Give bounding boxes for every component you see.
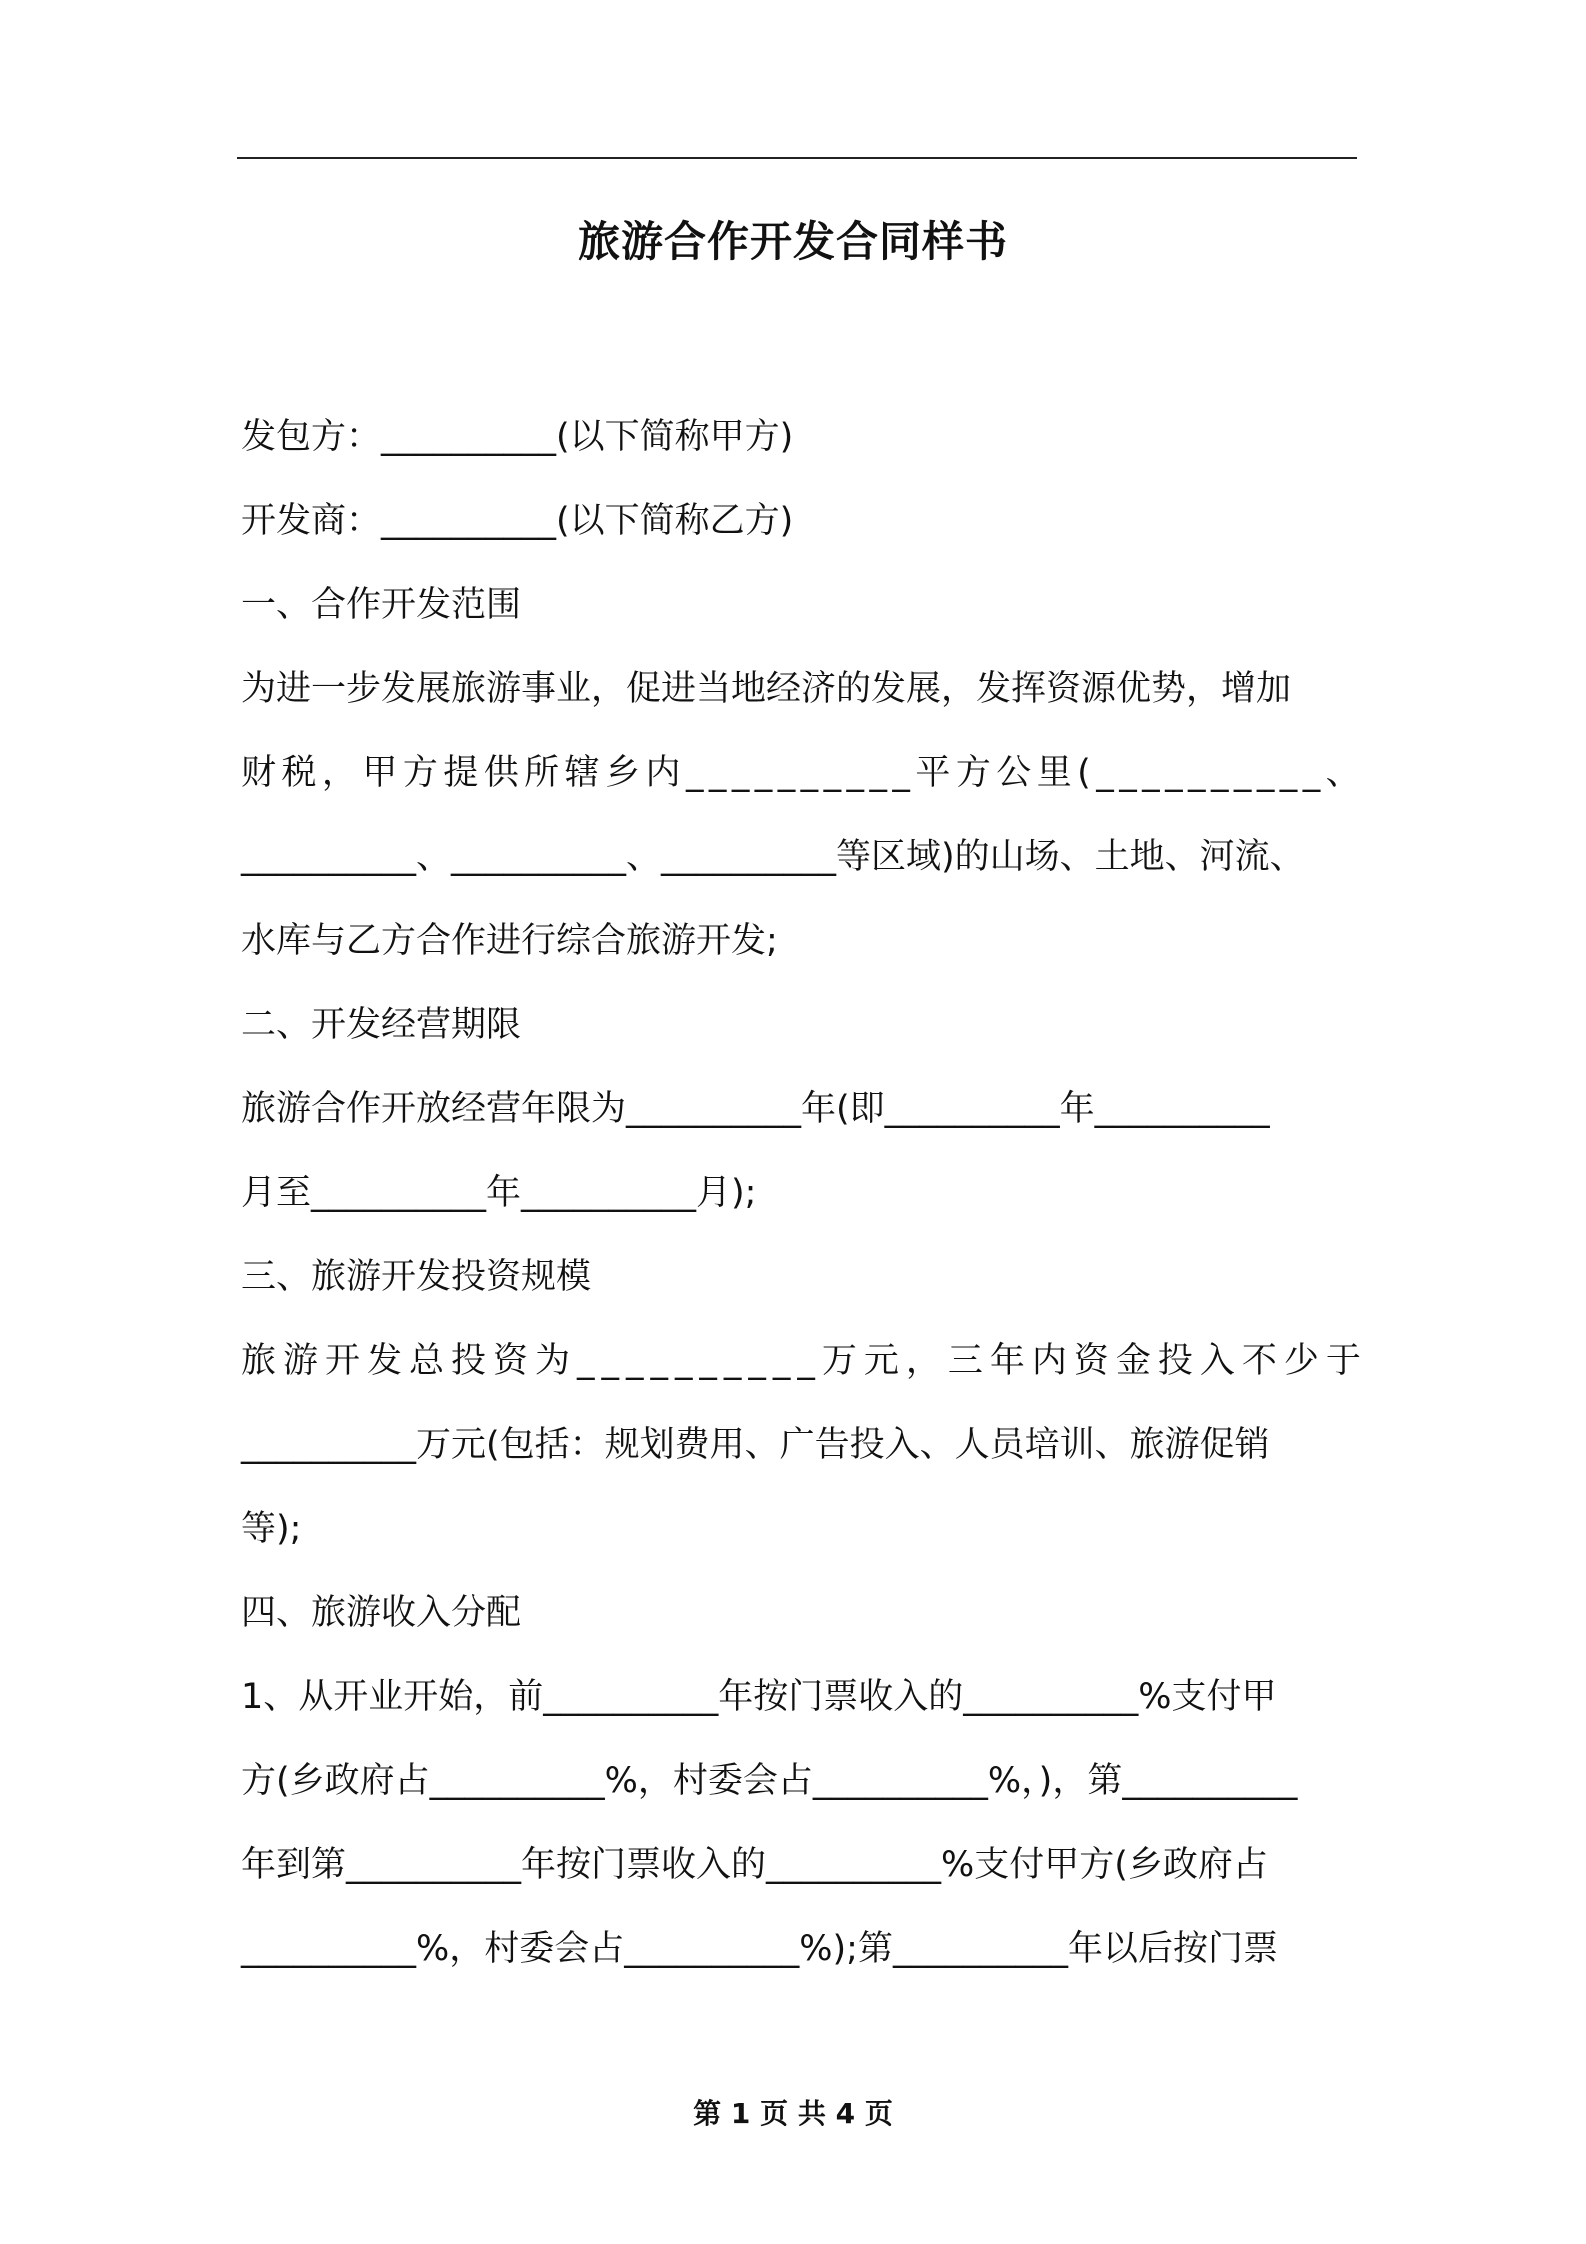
body-line: 旅 游 开 发 总 投 资 为 _ _ _ _ _ _ _ _ _ _ 万 元 ， 三 年 内 资 金 投 入 不 少 于	[241, 1341, 1361, 1381]
body-line: 四、旅游收入分配	[241, 1593, 522, 1633]
body-line: 为进一步发展旅游事业，促进当地经济的发展，发挥资源优势，增加	[241, 669, 1292, 709]
body-line: 开发商：__________(以下简称乙方)	[241, 501, 794, 541]
body-line: 月至__________年__________月);	[241, 1173, 757, 1213]
body-line: __________万元(包括：规划费用、广告投入、人员培训、旅游促销	[241, 1425, 1270, 1465]
body-line: 年到第__________年按门票收入的__________%支付甲方(乡政府占	[241, 1845, 1268, 1885]
body-line: 1、从开业开始，前__________年按门票收入的__________%支付甲	[241, 1677, 1277, 1717]
body-line: 水库与乙方合作进行综合旅游开发;	[241, 921, 778, 961]
body-line: __________、__________、__________等区域)的山场、土地、河流、	[241, 837, 1305, 877]
page-indicator: 第 1 页 共 4 页	[693, 2097, 893, 2130]
body-line: 方(乡政府占__________%，村委会占__________%，)，第__________	[241, 1761, 1298, 1801]
body-line: 发包方：__________(以下简称甲方)	[241, 417, 794, 457]
body-line: __________%，村委会占__________%);第__________年以后按门票	[241, 1929, 1278, 1969]
header-rule	[237, 157, 1357, 159]
body-line: 三、旅游开发投资规模	[241, 1257, 592, 1297]
body-line: 一、合作开发范围	[241, 585, 522, 625]
body-line: 等);	[241, 1509, 302, 1549]
document-title: 旅游合作开发合同样书	[577, 217, 1008, 266]
body-line: 二、开发经营期限	[241, 1005, 522, 1045]
body-line: 财 税 ， 甲 方 提 供 所 辖 乡 内 _ _ _ _ _ _ _ _ _ _ 平 方 公 里 ( _ _ _ _ _ _ _ _ _ _ 、	[241, 753, 1361, 793]
body-line: 旅游合作开放经营年限为__________年(即__________年__________	[241, 1089, 1270, 1129]
